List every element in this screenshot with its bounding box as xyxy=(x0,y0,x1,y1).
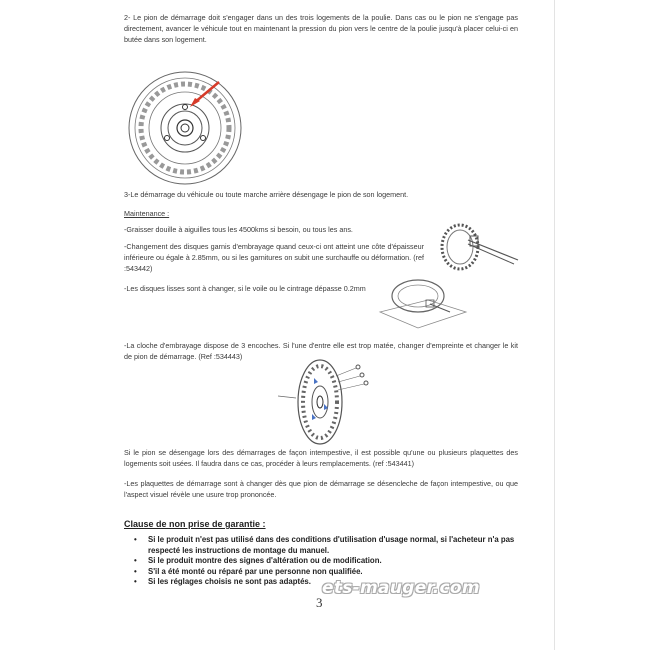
clause-item-text: S'il a été monté ou réparé par une personne non qualifiée. xyxy=(148,566,363,576)
grease-paragraph: -Graisser douille à aiguilles tous les 4500kms si besoin, ou tous les ans. xyxy=(124,225,353,234)
bell-paragraph: -La cloche d'embrayage dispose de 3 encoches. Si l'une d'entre elle est trop matée, changer d'empreinte et changer le kit de pion de démarrage. (Ref :534443) xyxy=(124,341,518,361)
clause-item-text: Si le produit montre des signes d'altération ou de modification. xyxy=(148,556,382,565)
discs-change-paragraph: -Changement des disques garnis d'embrayage quand ceux-ci ont atteint une côte d'épaisseur inférieure ou égale à 2.85mm, ou si les garnitures on subit une surchauffe ou déformation. (ref :543442) xyxy=(124,242,424,273)
maintenance-heading: Maintenance : xyxy=(124,209,170,218)
bullet: • xyxy=(134,556,137,565)
clause-item xyxy=(130,535,530,556)
clause-item xyxy=(130,556,530,567)
plates-change-paragraph: -Les plaquettes de démarrage sont à changer dès que pion de démarrage se désencleche de façon intempestive, ou que l'aspect visuel révèle une usure trop prononcée. xyxy=(124,479,518,499)
bullet: • xyxy=(134,566,137,576)
clutch-bell-figure xyxy=(278,356,370,446)
clause-item xyxy=(130,567,530,578)
clutch-disc-caliper-figure xyxy=(438,222,520,272)
bullet: • xyxy=(134,577,137,586)
page-number: 3 xyxy=(316,595,323,610)
pion-disengage-paragraph: Si le pion se désengage lors des démarrages de façon intempestive, il est possible qu'une ou plusieurs plaquettes des logements soit usées. Il faudra dans ce cas, procéder à leurs remplacements. (ref :543441) xyxy=(124,448,518,468)
clause-item-text: Si le produit n'est pas utilisé dans des conditions d'utilisation d'usage normal, si l'acheteur n'a pas respecté les instructions de montage du manuel. xyxy=(148,535,515,555)
step3-paragraph: 3-Le démarrage du véhicule ou toute marche arrière désengage le pion de son logement. xyxy=(124,190,409,199)
clause-item-text: Si les réglages choisis ne sont pas adaptés. xyxy=(148,577,311,586)
page-edge xyxy=(554,0,555,650)
bullet: • xyxy=(134,535,137,544)
smooth-disc-figure xyxy=(378,272,468,332)
step2-paragraph: 2- Le pion de démarrage doit s'engager dans un des trois logements de la poulie. Dans cas ou le pion ne s'engage pas directement, avancer le véhicule tout en maintenant la pression du pion vers le centre de la poulie jusqu'à placer celui-ci en butée dans son logement. xyxy=(124,13,518,44)
smooth-discs-paragraph: -Les disques lisses sont à changer, si le voile ou le cintrage dépasse 0.2mm xyxy=(124,284,366,293)
clause-title: Clause de non prise de garantie : xyxy=(124,519,266,529)
pulley-figure xyxy=(124,70,246,185)
watermark: ets-mauger.com xyxy=(322,578,480,598)
